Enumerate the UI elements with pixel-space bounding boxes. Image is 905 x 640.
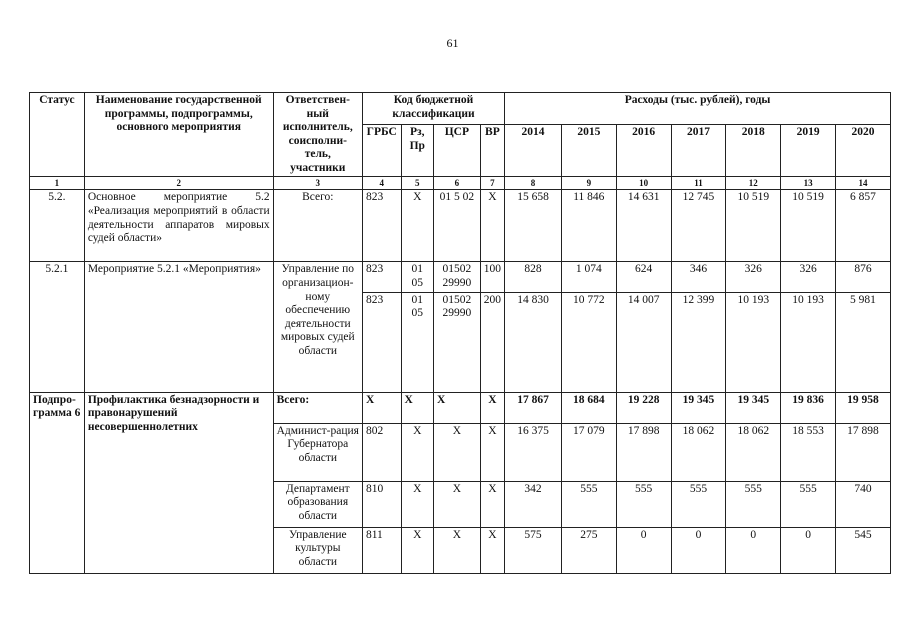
row-grbs: 823 [362, 262, 401, 292]
header-year: 2019 [781, 125, 836, 177]
row-value: 555 [781, 481, 836, 527]
column-number-row [30, 177, 891, 190]
row-rz-pr: Х [401, 190, 433, 262]
row-executor: Админист-рация Губернатора области [273, 423, 362, 481]
row-value: 1 074 [561, 262, 616, 292]
header-year: 2014 [505, 125, 562, 177]
row-value: 10 519 [726, 190, 781, 262]
column-number: 13 [781, 177, 836, 190]
row-value: 10 772 [561, 292, 616, 392]
row-value: 17 898 [835, 423, 890, 481]
row-value: 275 [561, 527, 616, 573]
column-number: 5 [401, 177, 433, 190]
row-executor: Управление по организацион-ному обеспечению деятельности мировых судей области [273, 262, 362, 392]
row-vr: Х [480, 481, 504, 527]
row-executor: Всего: [273, 392, 362, 423]
row-value: 18 062 [726, 423, 781, 481]
row-value: 19 345 [726, 392, 781, 423]
header-rz-pr: Рз, Пр [401, 125, 433, 177]
row-value: 14 007 [616, 292, 671, 392]
row-grbs: Х [362, 392, 401, 423]
row-executor: Управление культуры области [273, 527, 362, 573]
row-value: 17 079 [561, 423, 616, 481]
row-value: 10 519 [781, 190, 836, 262]
row-csr: 01 5 02 [434, 190, 481, 262]
row-value: 12 745 [671, 190, 726, 262]
header-name: Наименование государственной программы, подпрограммы, основного мероприятия [84, 93, 273, 177]
row-value: 0 [616, 527, 671, 573]
column-number: 3 [273, 177, 362, 190]
row-value: 555 [616, 481, 671, 527]
row-value: 19 958 [835, 392, 890, 423]
row-value: 19 836 [781, 392, 836, 423]
row-executor: Всего: [273, 190, 362, 262]
row-rz-pr: 01 05 [401, 292, 433, 392]
row-value: 545 [835, 527, 890, 573]
header-year: 2020 [835, 125, 890, 177]
table-row [30, 262, 891, 292]
row-rz-pr: Х [401, 481, 433, 527]
row-value: 16 375 [505, 423, 562, 481]
row-status: Подпро-грамма 6 [30, 392, 85, 573]
row-csr: Х [434, 527, 481, 573]
column-number: 6 [434, 177, 481, 190]
column-number: 9 [561, 177, 616, 190]
table-row [30, 190, 891, 262]
column-number: 7 [480, 177, 504, 190]
row-rz-pr: Х [401, 527, 433, 573]
row-value: 15 658 [505, 190, 562, 262]
row-grbs: 811 [362, 527, 401, 573]
header-year: 2015 [561, 125, 616, 177]
row-value: 10 193 [781, 292, 836, 392]
row-value: 17 867 [505, 392, 562, 423]
column-number: 14 [835, 177, 890, 190]
row-csr: Х [434, 481, 481, 527]
header-year: 2017 [671, 125, 726, 177]
header-year: 2016 [616, 125, 671, 177]
row-csr: 01502 29990 [434, 262, 481, 292]
row-grbs: 810 [362, 481, 401, 527]
row-status: 5.2.1 [30, 262, 85, 392]
column-number: 4 [362, 177, 401, 190]
row-value: 555 [726, 481, 781, 527]
row-value: 5 981 [835, 292, 890, 392]
row-vr: Х [480, 527, 504, 573]
row-value: 10 193 [726, 292, 781, 392]
column-number: 11 [671, 177, 726, 190]
column-number: 12 [726, 177, 781, 190]
row-value: 11 846 [561, 190, 616, 262]
header-vr: ВР [480, 125, 504, 177]
header-status: Статус [30, 93, 85, 177]
row-value: 12 399 [671, 292, 726, 392]
column-number: 2 [84, 177, 273, 190]
row-vr: Х [480, 423, 504, 481]
header-executor: Ответствен-ный исполнитель, соисполни-тель, участники [273, 93, 362, 177]
column-number: 1 [30, 177, 85, 190]
header-grbs: ГРБС [362, 125, 401, 177]
row-grbs: 823 [362, 292, 401, 392]
row-status: 5.2. [30, 190, 85, 262]
row-rz-pr: Х [401, 392, 433, 423]
row-value: 326 [726, 262, 781, 292]
row-value: 0 [726, 527, 781, 573]
row-name: Основное мероприятие 5.2 «Реализация мероприятий в области деятельности аппаратов мировых судей области» [84, 190, 273, 262]
row-csr: 01502 29990 [434, 292, 481, 392]
row-grbs: 823 [362, 190, 401, 262]
row-value: 18 553 [781, 423, 836, 481]
row-name: Профилактика безнадзорности и правонарушений несовершеннолетних [84, 392, 273, 573]
column-number: 10 [616, 177, 671, 190]
row-vr: Х [480, 392, 504, 423]
row-value: 18 684 [561, 392, 616, 423]
row-csr: Х [434, 392, 481, 423]
page-number: 61 [446, 36, 459, 50]
row-vr: 100 [480, 262, 504, 292]
row-value: 555 [671, 481, 726, 527]
budget-table [29, 92, 891, 574]
row-value: 342 [505, 481, 562, 527]
row-value: 17 898 [616, 423, 671, 481]
row-rz-pr: Х [401, 423, 433, 481]
row-value: 326 [781, 262, 836, 292]
row-vr: 200 [480, 292, 504, 392]
row-executor: Департамент образования области [273, 481, 362, 527]
row-name: Мероприятие 5.2.1 «Мероприятия» [84, 262, 273, 392]
row-value: 740 [835, 481, 890, 527]
row-value: 14 830 [505, 292, 562, 392]
header-expenses: Расходы (тыс. рублей), годы [505, 93, 891, 125]
row-value: 19 228 [616, 392, 671, 423]
row-value: 555 [561, 481, 616, 527]
row-value: 346 [671, 262, 726, 292]
row-grbs: 802 [362, 423, 401, 481]
row-rz-pr: 01 05 [401, 262, 433, 292]
row-value: 624 [616, 262, 671, 292]
table-row [30, 392, 891, 423]
row-value: 828 [505, 262, 562, 292]
row-vr: Х [480, 190, 504, 262]
row-value: 0 [671, 527, 726, 573]
row-value: 876 [835, 262, 890, 292]
row-value: 575 [505, 527, 562, 573]
row-csr: Х [434, 423, 481, 481]
column-number: 8 [505, 177, 562, 190]
header-budget-code: Код бюджетной классификации [362, 93, 504, 125]
row-value: 14 631 [616, 190, 671, 262]
row-value: 0 [781, 527, 836, 573]
row-value: 18 062 [671, 423, 726, 481]
row-value: 6 857 [835, 190, 890, 262]
row-value: 19 345 [671, 392, 726, 423]
header-csr: ЦСР [434, 125, 481, 177]
header-year: 2018 [726, 125, 781, 177]
